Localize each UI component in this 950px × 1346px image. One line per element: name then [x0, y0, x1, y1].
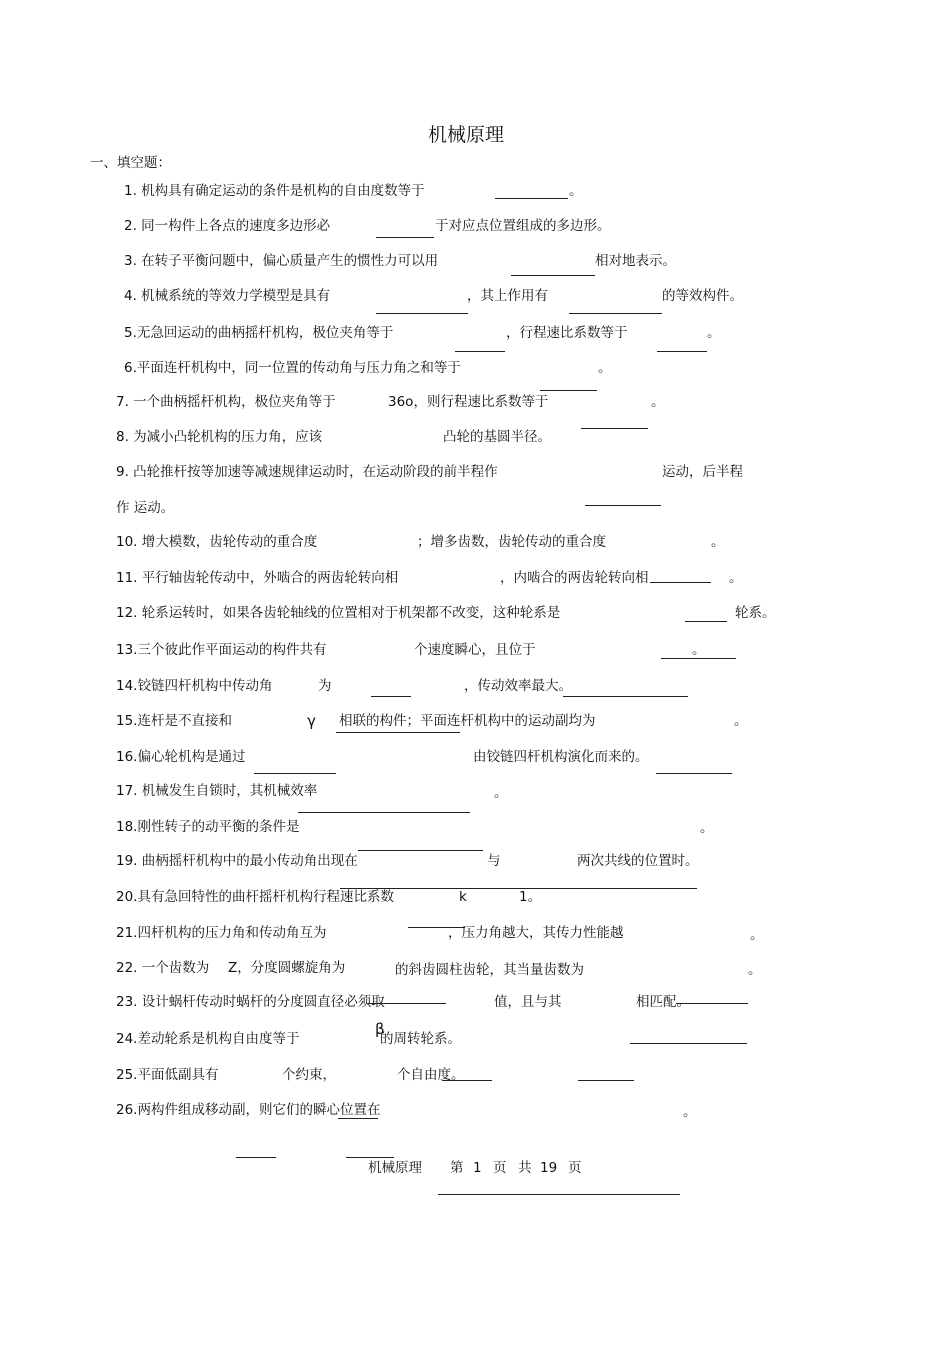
item-2-text: 2. 同一构件上各点的速度多边形必: [124, 218, 331, 234]
item-10-end: 。: [711, 534, 725, 550]
item-19-mid: 与: [487, 853, 501, 869]
item-9-end: 作 运动。: [116, 500, 175, 516]
document-title: 机械原理: [428, 124, 505, 146]
answer-blank: [585, 505, 661, 506]
item-12-text: 12. 轮系运转时，如果各齿轮轴线的位置相对于机架都不改变，这种轮系是: [116, 605, 561, 621]
item-23-mid: 值，且与其: [494, 994, 562, 1010]
section-heading: 一、填空题：: [90, 155, 171, 171]
item-14-mid: 为: [318, 678, 332, 694]
answer-blank: [358, 850, 483, 851]
item-19-end: 两次共线的位置时。: [577, 853, 699, 869]
footer-total-word: 页: [568, 1160, 582, 1176]
answer-blank: [685, 621, 727, 622]
footer-total-pages: 19: [540, 1160, 558, 1176]
answer-blank: [338, 1118, 378, 1119]
item-16-end: 由铰链四杆机构演化而来的。: [473, 749, 649, 765]
answer-blank: [511, 275, 595, 276]
footer-course: 机械原理: [368, 1160, 422, 1176]
footer-page-label: 第: [450, 1160, 464, 1176]
item-18-text: 18.刚性转子的动平衡的条件是: [116, 819, 300, 835]
item-21-mid: ，压力角越大，其传力性能越: [448, 925, 624, 941]
item-21-end: 。: [750, 927, 764, 943]
item-17-end: 。: [494, 785, 508, 801]
item-25-end: 个自由度。: [397, 1067, 465, 1083]
item-19-text: 19. 曲柄摇杆机构中的最小传动角出现在: [116, 853, 358, 869]
answer-blank: [578, 1080, 634, 1081]
answer-blank: [650, 582, 711, 583]
answer-blank: [455, 351, 505, 352]
item-7-mid: 36o，则行程速比系数等于: [388, 394, 549, 410]
footer-page-number: 1: [473, 1160, 482, 1176]
answer-blank: [346, 1157, 394, 1158]
answer-blank: [376, 313, 468, 314]
item-5-end: 。: [707, 325, 721, 341]
answer-blank: [656, 773, 732, 774]
item-24-end: 的周转轮系。: [380, 1031, 461, 1047]
item-8-text: 8. 为减小凸轮机构的压力角，应该: [116, 429, 323, 445]
item-13-mid: 个速度瞬心，且位于: [414, 642, 536, 658]
item-13-text: 13.三个彼此作平面运动的构件共有: [116, 642, 327, 658]
item-3-text: 3. 在转子平衡问题中，偏心质量产生的惯性力可以用: [124, 253, 439, 269]
item-3-end: 相对地表示。: [595, 253, 676, 269]
item-22-end: 。: [748, 962, 762, 978]
answer-blank: [367, 1003, 446, 1004]
item-9-text: 9. 凸轮推杆按等加速等减速规律运动时，在运动阶段的前半程作: [116, 464, 498, 480]
item-7-text: 7. 一个曲柄摇杆机构，极位夹角等于: [116, 394, 336, 410]
item-11-end: 。: [729, 570, 743, 586]
answer-blank: [676, 1003, 748, 1004]
item-15-text: 15.连杆是不直接和: [116, 713, 232, 729]
answer-blank: [569, 313, 662, 314]
item-2-end: 于对应点位置组成的多边形。: [435, 218, 611, 234]
footer-total-label: 共: [518, 1160, 532, 1176]
item-22-text: 22. 一个齿数为: [116, 960, 210, 976]
answer-blank: [438, 1194, 680, 1195]
item-20-end: 1。: [519, 889, 542, 905]
answer-blank: [581, 428, 648, 429]
item-8-end: 凸轮的基圆半径。: [443, 429, 551, 445]
answer-blank: [236, 1157, 276, 1158]
item-14-end: ，传动效率最大。: [464, 678, 572, 694]
item-9-mid: 运动，后半程: [662, 464, 743, 480]
item-24-text: 24.差动轮系是机构自由度等于: [116, 1031, 300, 1047]
item-10-text: 10. 增大模数，齿轮传动的重合度: [116, 534, 318, 550]
item-4-text: 4. 机械系统的等效力学模型是具有: [124, 288, 331, 304]
item-14-text: 14.铰链四杆机构中传动角: [116, 678, 273, 694]
answer-blank: [540, 390, 597, 391]
item-13-end: 。: [692, 642, 706, 658]
beta-symbol: β: [375, 1020, 385, 1038]
answer-blank: [657, 351, 707, 352]
item-16-text: 16.偏心轮机构是通过: [116, 749, 246, 765]
item-26-text: 26.两构件组成移动副，则它们的瞬心位置在: [116, 1102, 381, 1118]
item-11-mid: ，内啮合的两齿轮转向相: [500, 570, 649, 586]
item-26-end: 。: [683, 1104, 697, 1120]
item-4-end: 的等效构件。: [662, 288, 743, 304]
item-25-text: 25.平面低副具有: [116, 1067, 219, 1083]
item-1-text: 1. 机构具有确定运动的条件是机构的自由度数等于: [124, 183, 425, 199]
answer-blank: [376, 237, 434, 238]
item-4-mid: ，其上作用有: [467, 288, 548, 304]
item-23-end: 相匹配。: [636, 994, 690, 1010]
item-25-mid: 个约束，: [282, 1067, 336, 1083]
item-22-z: Z，分度圆螺旋角为: [228, 960, 346, 976]
item-20-mid: k: [459, 889, 467, 905]
answer-blank: [371, 696, 411, 697]
answer-blank: [563, 696, 688, 697]
answer-blank: [442, 1080, 492, 1081]
gamma-symbol: γ: [307, 712, 316, 730]
item-5-mid: ，行程速比系数等于: [506, 325, 628, 341]
item-5-text: 5.无急回运动的曲柄摇杆机构，极位夹角等于: [124, 325, 394, 341]
answer-blank: [298, 812, 470, 813]
item-18-end: 。: [700, 820, 714, 836]
item-7-end: 。: [651, 394, 665, 410]
item-23-text: 23. 设计蜗杆传动时蜗杆的分度圆直径必须取: [116, 994, 385, 1010]
answer-blank: [630, 1043, 747, 1044]
item-15-mid: 相联的构件；平面连杆机构中的运动副均为: [339, 713, 596, 729]
item-22-mid: 的斜齿圆柱齿轮，其当量齿数为: [395, 962, 584, 978]
item-12-end: 轮系。: [735, 605, 776, 621]
item-6-text: 6.平面连杆机构中，同一位置的传动角与压力角之和等于: [124, 360, 461, 376]
item-17-text: 17. 机械发生自锁时，其机械效率: [116, 783, 318, 799]
footer-page-word: 页: [493, 1160, 507, 1176]
answer-blank: [495, 198, 568, 199]
answer-blank: [661, 658, 736, 659]
item-15-end: 。: [734, 713, 748, 729]
item-1-end: 。: [569, 183, 583, 199]
item-6-end: 。: [598, 360, 612, 376]
item-21-text: 21.四杆机构的压力角和传动角互为: [116, 925, 327, 941]
answer-blank: [336, 732, 460, 733]
item-10-mid: ；增多齿数，齿轮传动的重合度: [417, 534, 606, 550]
item-20-text: 20.具有急回特性的曲杆摇杆机构行程速比系数: [116, 889, 394, 905]
item-11-text: 11. 平行轴齿轮传动中，外啮合的两齿轮转向相: [116, 570, 399, 586]
answer-blank: [254, 773, 336, 774]
